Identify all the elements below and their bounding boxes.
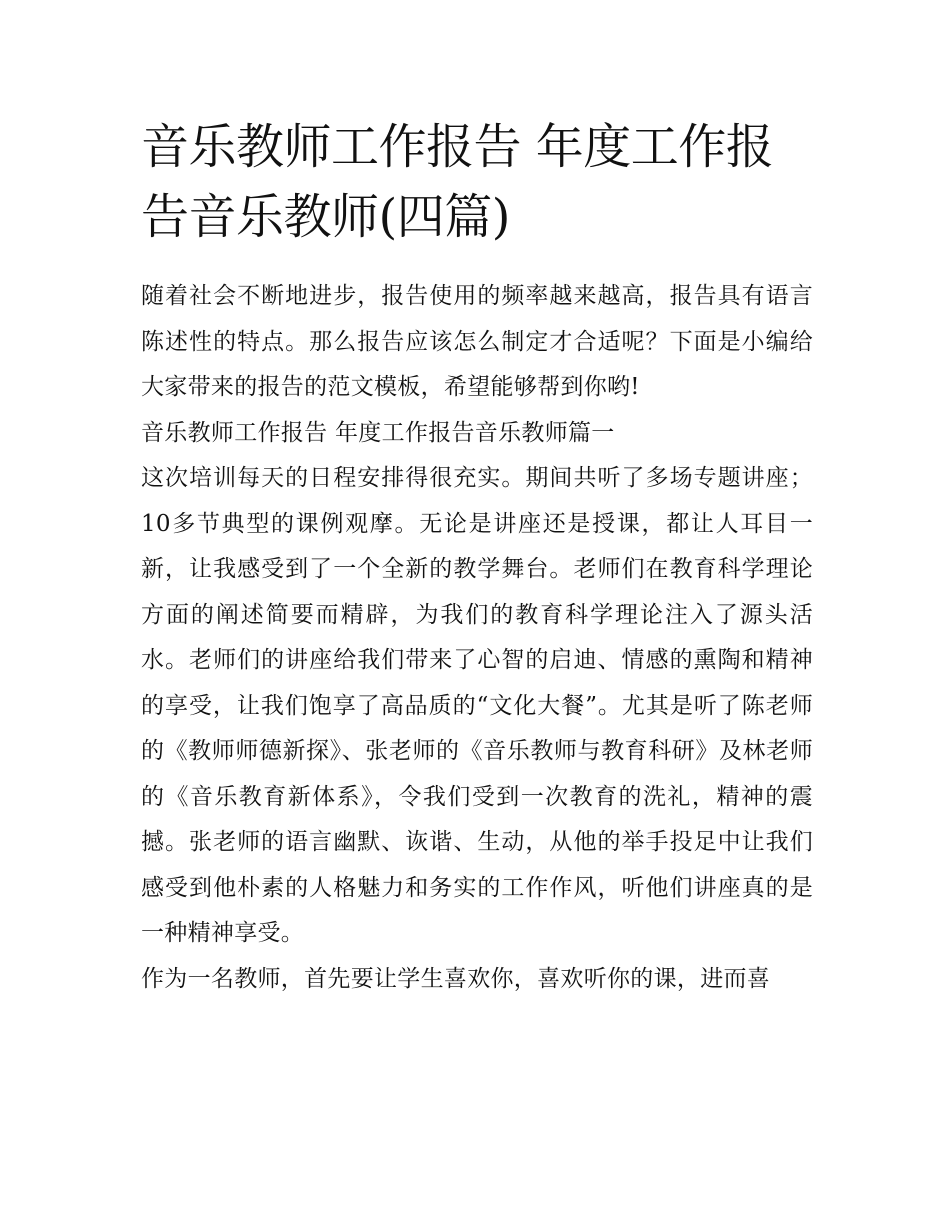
intro-paragraph: 随着社会不断地进步，报告使用的频率越来越高，报告具有语言陈述性的特点。那么报告应该怎么制定才合适呢？下面是小编给大家带来的报告的范文模板，希望能够帮到你哟! — [141, 283, 813, 400]
body-paragraph: 这次培训每天的日程安排得很充实。期间共听了多场专题讲座；10多节典型的课例观摩。无论是讲座还是授课，都让人耳目一新，让我感受到了一个全新的教学舞台。老师们在教育科学理论方面的阐述简要而精辟，为我们的教育科学理论注入了源头活水。老师们的讲座给我们带来了心智的启迪、情感的熏陶和精神的享受，让我们饱享了高品质的“文化大餐”。尤其是听了陈老师的《教师师德新探》、张老师的《音乐教师与教育科研》及林老师的《音乐教育新体系》，令我们受到一次教育的洗礼，精神的震撼。张老师的语言幽默、诙谐、生动，从他的举手投足中让我们感受到他朴素的人格魅力和务实的工作作风，听他们讲座真的是一种精神享受。 — [141, 465, 813, 946]
document-title: 音乐教师工作报告 年度工作报告音乐教师(四篇) — [141, 119, 774, 245]
document-content — [141, 112, 813, 1002]
section-heading: 音乐教师工作报告 年度工作报告音乐教师篇一 — [141, 419, 615, 446]
document-body — [141, 274, 813, 1002]
body-paragraph: 作为一名教师，首先要让学生喜欢你，喜欢听你的课，进而喜 — [141, 965, 771, 992]
